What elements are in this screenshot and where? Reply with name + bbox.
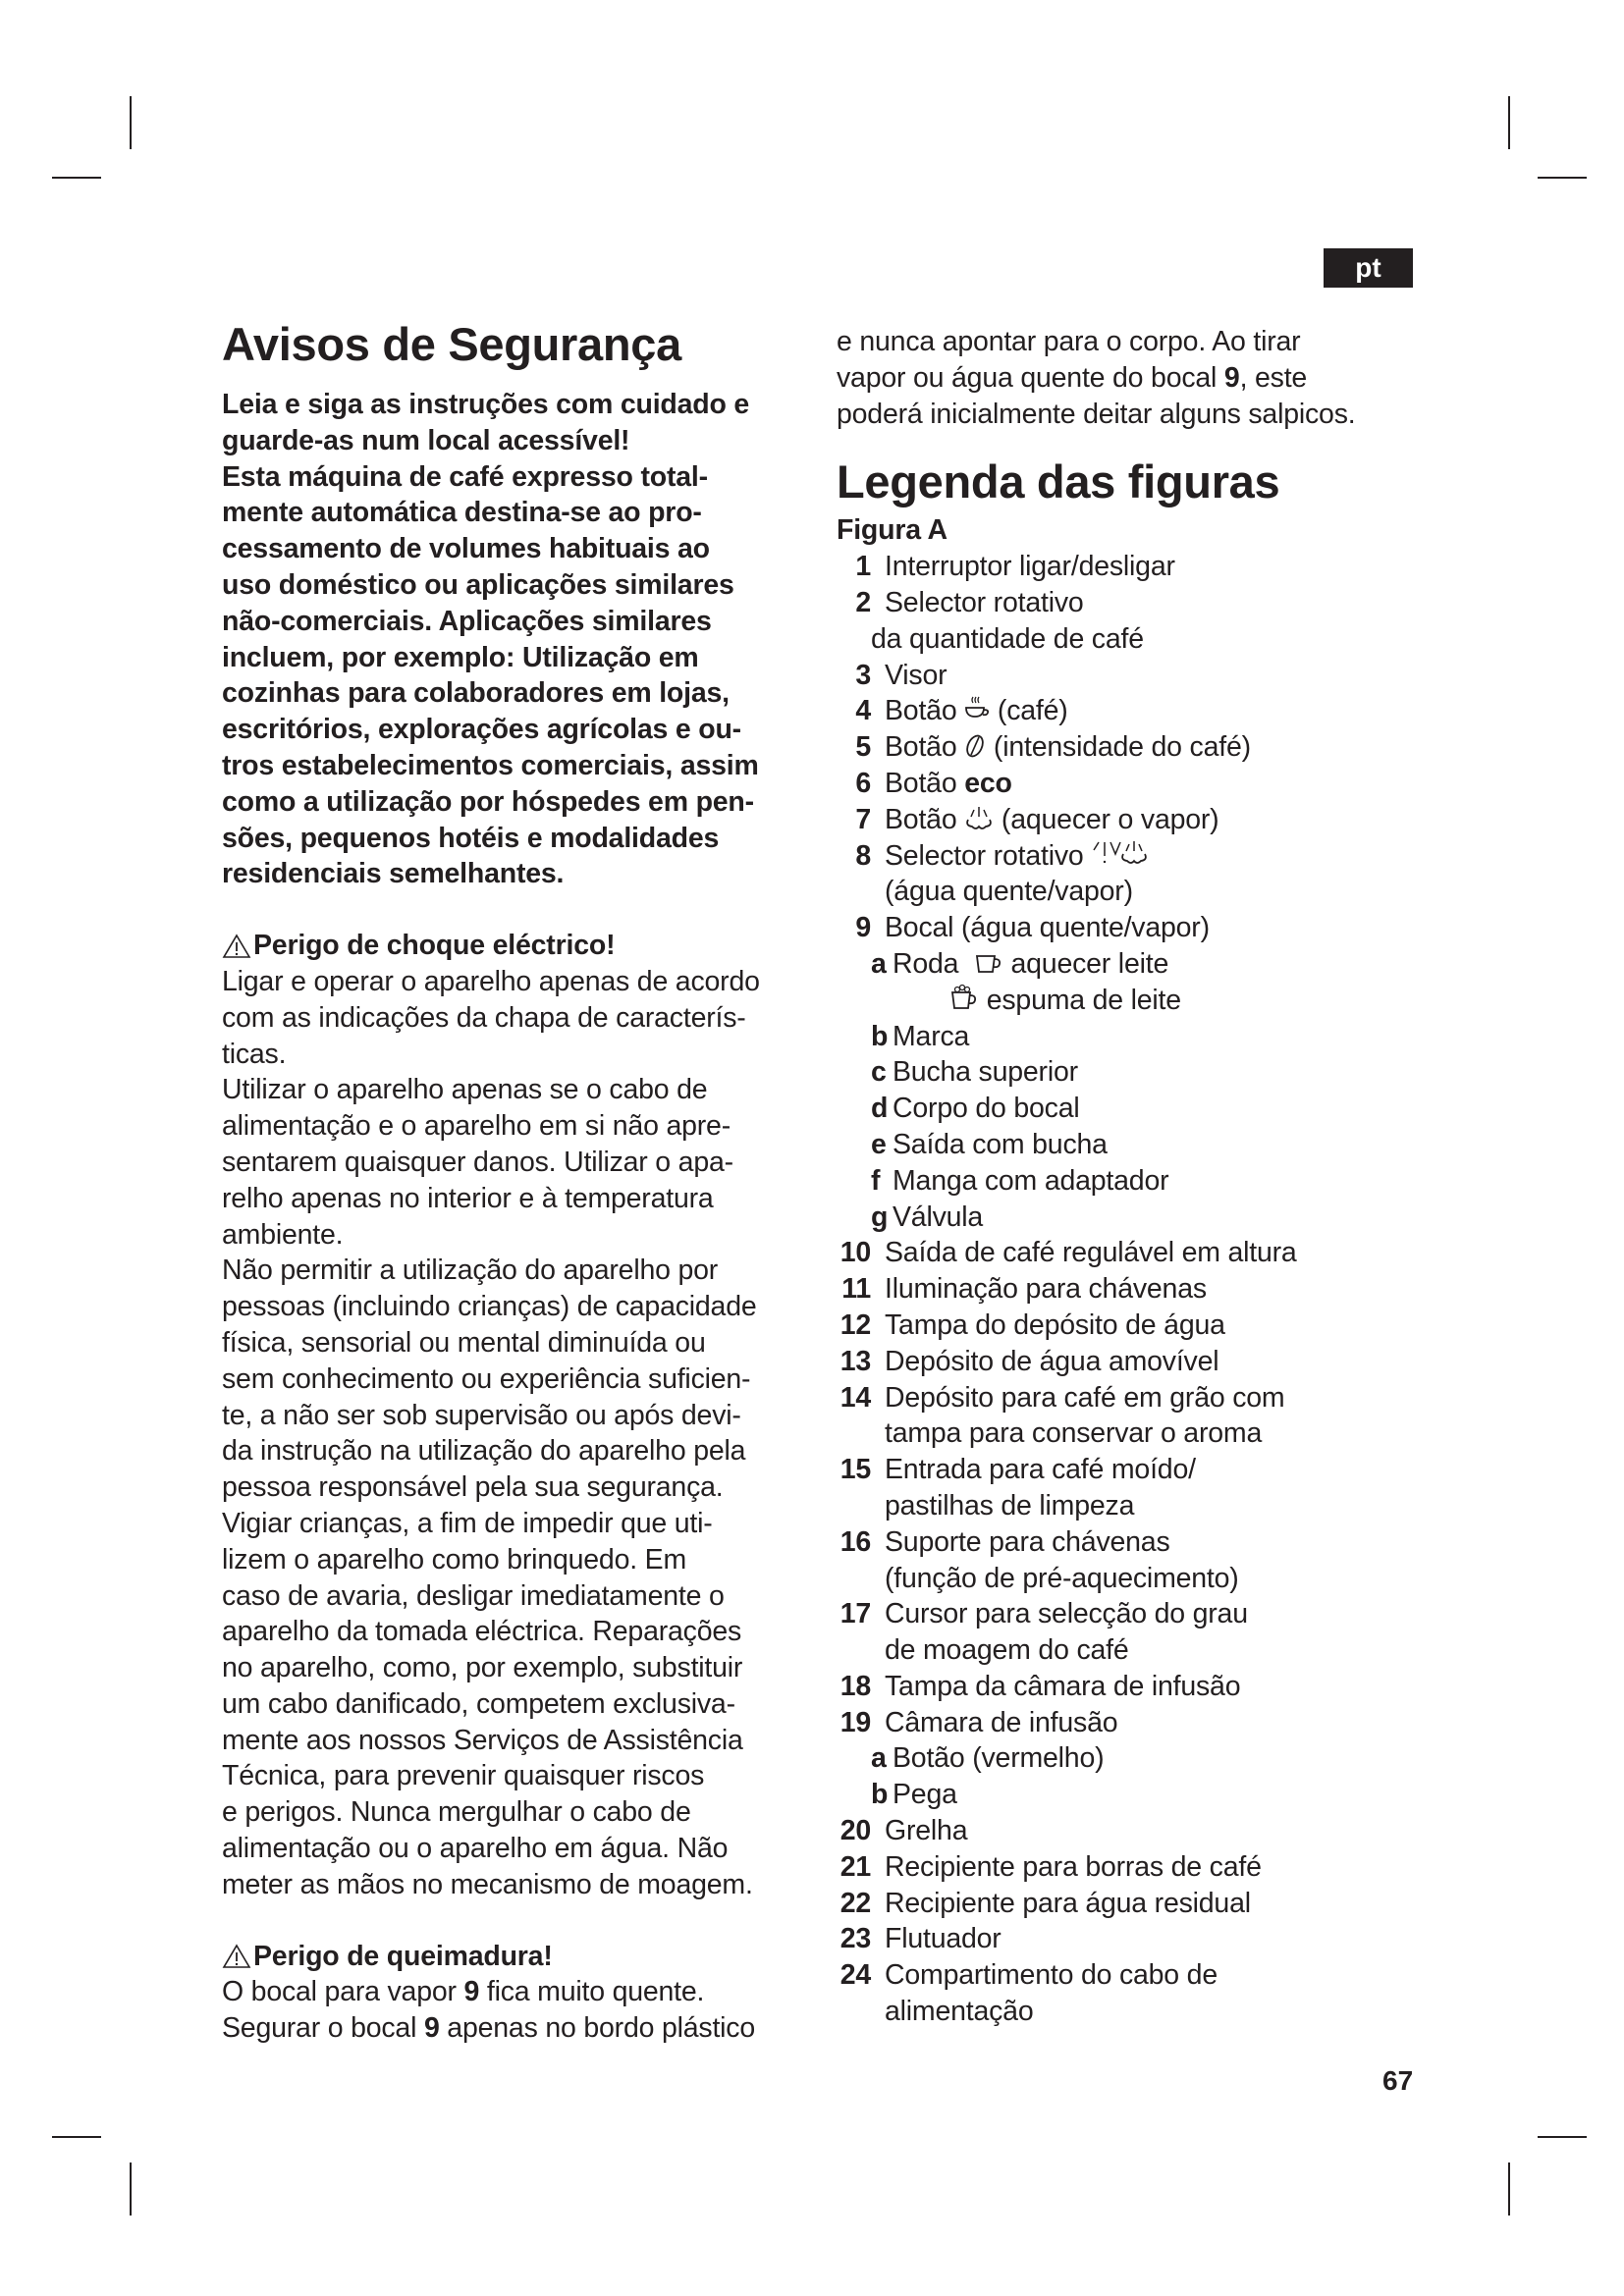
subitem-text: Botão (vermelho) bbox=[893, 1742, 1105, 1775]
coffee-cup-icon bbox=[964, 695, 990, 722]
legend-item bbox=[837, 585, 1426, 621]
crop-mark bbox=[1538, 177, 1587, 179]
safety-title: Avisos de Segurança bbox=[222, 318, 681, 370]
warning-burn-continuation bbox=[837, 324, 1426, 432]
subitem-letter: f bbox=[871, 1164, 881, 1197]
text: Botão bbox=[885, 695, 957, 727]
subitem-letter: d bbox=[871, 1093, 889, 1125]
subitem-letter: b bbox=[871, 1020, 889, 1052]
warning-burn-body bbox=[222, 1974, 811, 2047]
item-number: 10 bbox=[839, 1237, 871, 1269]
ref-number: 9 bbox=[423, 2012, 440, 2045]
legend-item bbox=[837, 1452, 1426, 1524]
item-number: 9 bbox=[855, 912, 871, 944]
subitem-letter: a bbox=[871, 947, 887, 980]
item-number: 12 bbox=[839, 1308, 871, 1341]
text: espuma de leite bbox=[986, 984, 1181, 1016]
legend-item bbox=[837, 766, 1426, 802]
text: (aquecer o vapor) bbox=[1001, 803, 1219, 835]
subitem-text: Saída com bucha bbox=[893, 1128, 1108, 1160]
item-text: Selector rotativo bbox=[885, 586, 1084, 618]
text: (intensidade do café) bbox=[993, 731, 1251, 764]
item-number: 4 bbox=[855, 695, 871, 727]
item-text: Tampa do depósito de água bbox=[885, 1308, 1225, 1341]
item-number: 19 bbox=[839, 1706, 871, 1738]
legend-item bbox=[837, 658, 1426, 694]
item-text: Saída de café regulável em altura bbox=[885, 1237, 1297, 1269]
item-text: Cursor para selecção do grau de moagem do café bbox=[885, 1598, 1248, 1667]
milk-foam-cup-icon bbox=[949, 983, 979, 1012]
subitem-text bbox=[889, 946, 1181, 1019]
text: , este poderá inicialmente deitar alguns salpicos. bbox=[837, 361, 1356, 430]
crop-mark bbox=[130, 2163, 132, 2216]
crop-mark bbox=[1538, 2136, 1587, 2138]
text: e nunca apontar para o corpo. Ao tirar vapor ou água quente do bocal bbox=[837, 326, 1301, 394]
item-number: 7 bbox=[855, 803, 871, 835]
legend-item bbox=[837, 1849, 1426, 1886]
page-number: 67 bbox=[1382, 2065, 1414, 2096]
legend-subitem bbox=[837, 1163, 1426, 1200]
subitem-letter: a bbox=[871, 1742, 887, 1775]
ref-number: 9 bbox=[1223, 361, 1240, 394]
legend-subitem bbox=[837, 1740, 1426, 1777]
subitem-text: Bucha superior bbox=[893, 1056, 1078, 1089]
item-text: Depósito de água amovível bbox=[885, 1345, 1219, 1377]
item-number: 8 bbox=[855, 839, 871, 872]
item-text: Compartimento do cabo de alimentação bbox=[885, 1959, 1218, 2028]
eco-label: eco bbox=[964, 767, 1012, 799]
warning-burn-title: Perigo de queimadura! bbox=[253, 1940, 553, 1972]
item-text: Recipiente para borras de café bbox=[885, 1850, 1262, 1883]
text: Roda bbox=[893, 947, 959, 980]
item-number: 5 bbox=[855, 731, 871, 764]
item-text: Iluminação para chávenas bbox=[885, 1273, 1207, 1306]
item-text: Câmara de infusão bbox=[885, 1706, 1118, 1738]
warning-electric-title: Perigo de choque eléctrico! bbox=[253, 930, 616, 962]
subitem-letter: e bbox=[871, 1128, 887, 1160]
legend-item bbox=[837, 1705, 1426, 1741]
item-text-continued: da quantidade de café bbox=[871, 622, 1144, 655]
item-text: Bocal (água quente/vapor) bbox=[885, 912, 1210, 944]
item-number: 13 bbox=[839, 1345, 871, 1377]
item-number: 2 bbox=[855, 586, 871, 618]
subitem-text: Corpo do bocal bbox=[893, 1093, 1080, 1125]
subitem-letter: b bbox=[871, 1779, 889, 1811]
item-text: Visor bbox=[885, 659, 947, 691]
legend-item bbox=[837, 1813, 1426, 1849]
legend-column bbox=[837, 324, 1426, 2030]
item-text: Depósito para café em grão com tampa para conservar o aroma bbox=[885, 1381, 1285, 1450]
text: (café) bbox=[997, 695, 1068, 727]
item-text: Interruptor ligar/desligar bbox=[885, 551, 1175, 583]
item-text: Flutuador bbox=[885, 1923, 1001, 1955]
crop-mark bbox=[52, 2136, 101, 2138]
item-number: 6 bbox=[855, 767, 871, 799]
item-number: 24 bbox=[839, 1959, 871, 1992]
item-number: 21 bbox=[839, 1850, 871, 1883]
warning-triangle-icon bbox=[222, 1944, 251, 1969]
legend-subitem bbox=[837, 1054, 1426, 1091]
warning-triangle-icon bbox=[222, 934, 251, 959]
crop-mark bbox=[1508, 96, 1510, 149]
item-text bbox=[871, 766, 1012, 802]
subitem-text: Válvula bbox=[893, 1201, 984, 1233]
steam-icon bbox=[964, 804, 994, 831]
figure-label: Figura A bbox=[837, 514, 947, 547]
legend-subitem bbox=[837, 1777, 1426, 1813]
legend-item bbox=[837, 1921, 1426, 1957]
subitem-letter: c bbox=[871, 1056, 887, 1089]
item-text bbox=[871, 838, 1150, 911]
legend-item bbox=[837, 1669, 1426, 1705]
item-text: Recipiente para água residual bbox=[885, 1887, 1251, 1919]
item-text bbox=[871, 693, 1068, 729]
item-number: 22 bbox=[839, 1887, 871, 1919]
item-number: 16 bbox=[839, 1525, 871, 1558]
legend-item bbox=[837, 1308, 1426, 1344]
text: (água quente/vapor) bbox=[885, 876, 1133, 908]
legend-item bbox=[837, 1957, 1426, 2030]
item-number: 20 bbox=[839, 1815, 871, 1847]
legend-item bbox=[837, 802, 1426, 838]
item-text: Tampa da câmara de infusão bbox=[885, 1670, 1241, 1702]
text: apenas no bordo plástico bbox=[439, 2012, 755, 2045]
text: fica muito quente. Segurar o bocal bbox=[222, 1976, 705, 2045]
legend-item bbox=[837, 693, 1426, 729]
safety-column bbox=[222, 316, 811, 2047]
subitem-text: Marca bbox=[893, 1020, 970, 1052]
item-text: Suporte para chávenas (função de pré-aquecimento) bbox=[885, 1525, 1239, 1594]
item-text: Grelha bbox=[885, 1815, 968, 1847]
safety-intro: Leia e siga as instruções com cuidado e guarde-as num local acessível! Esta máquina de café expresso total- mente automática destina-se ao pro- cessamento de volumes habituais ao uso doméstico ou aplicações similares não-comerciais. Aplicações similares incluem, por exemplo: Utilização em cozinhas para colaboradores em lojas, escritórios, explorações agrícolas e ou- tros estabelecimentos comerciais, assim como a utilização por hóspedes em pen- sões, pequenos hotéis e modalidades residenciais semelhantes. bbox=[222, 389, 759, 890]
milk-cup-icon bbox=[974, 952, 1003, 976]
subitem-text: Manga com adaptador bbox=[893, 1164, 1169, 1197]
warning-burn-heading bbox=[222, 1939, 811, 1975]
legend-item bbox=[837, 1596, 1426, 1669]
crop-mark bbox=[1508, 2163, 1510, 2216]
item-text bbox=[871, 802, 1218, 838]
text: O bocal para vapor bbox=[222, 1976, 464, 2008]
legend-title: Legenda das figuras bbox=[837, 455, 1280, 508]
item-number: 15 bbox=[839, 1454, 871, 1486]
legend-subitem bbox=[837, 946, 1426, 1019]
legend-subitem bbox=[837, 1091, 1426, 1127]
legend-item bbox=[837, 838, 1426, 911]
hot-water-steam-icon bbox=[1091, 838, 1150, 868]
ref-number: 9 bbox=[463, 1976, 480, 2008]
legend-subitem bbox=[837, 1127, 1426, 1163]
language-badge: pt bbox=[1324, 248, 1413, 288]
legend-item bbox=[837, 549, 1426, 585]
subitem-letter: g bbox=[871, 1201, 889, 1233]
item-number: 18 bbox=[839, 1670, 871, 1702]
warning-electric-body: Ligar e operar o aparelho apenas de acordo com as indicações da chapa de caracterís- ticas. Utilizar o aparelho apenas se o cabo de alimentação e o aparelho em si não apre- sentarem quaisquer danos. Utilizar o apa- relho apenas no interior e à temperatura ambiente. Não permitir a utilização do aparelho por pessoas (incluindo crianças) de capacidade física, sensorial ou mental diminuída ou sem conhecimento ou experiência suficien- te, a não ser sob supervisão ou após devi- da instrução na utilização do aparelho pela pessoa responsável pela sua segurança. Vigiar crianças, a fim de impedir que uti- lizem o aparelho como brinquedo. Em caso de avaria, desligar imediatamente o aparelho da tomada eléctrica. Reparações no aparelho, como, por exemplo, substituir um cabo danificado, competem exclusiva- mente aos nossos Serviços de Assistência Técnica, para prevenir quaisquer riscos e perigos. Nunca mergulhar o cabo de alimentação ou o aparelho em água. Não meter as mãos no mecanismo de moagem. bbox=[222, 965, 760, 1900]
item-number: 23 bbox=[839, 1923, 871, 1955]
text: Selector rotativo bbox=[885, 839, 1084, 872]
legend-subitem bbox=[837, 1019, 1426, 1055]
legend-item bbox=[837, 1344, 1426, 1380]
crop-mark bbox=[52, 177, 101, 179]
text: aquecer leite bbox=[1010, 947, 1169, 980]
legend-item bbox=[837, 1380, 1426, 1453]
warning-electric-heading bbox=[222, 928, 811, 964]
coffee-bean-icon bbox=[964, 733, 986, 759]
item-number: 1 bbox=[855, 551, 871, 583]
item-number: 11 bbox=[841, 1273, 871, 1306]
legend-item bbox=[837, 1886, 1426, 1922]
legend-item bbox=[837, 910, 1426, 946]
item-text bbox=[871, 729, 1251, 766]
text: Botão bbox=[885, 731, 957, 764]
text: Botão bbox=[885, 803, 957, 835]
subitem-text: Pega bbox=[893, 1779, 957, 1811]
legend-item bbox=[837, 1271, 1426, 1308]
item-number: 17 bbox=[839, 1598, 871, 1630]
item-text: Entrada para café moído/ pastilhas de limpeza bbox=[885, 1454, 1196, 1522]
legend-item bbox=[837, 1524, 1426, 1597]
item-number: 14 bbox=[839, 1381, 871, 1414]
legend-subitem bbox=[837, 1200, 1426, 1236]
legend-item bbox=[837, 729, 1426, 766]
crop-mark bbox=[130, 96, 132, 149]
legend-item bbox=[837, 1235, 1426, 1271]
item-number: 3 bbox=[855, 659, 871, 691]
text: Botão bbox=[885, 767, 957, 799]
